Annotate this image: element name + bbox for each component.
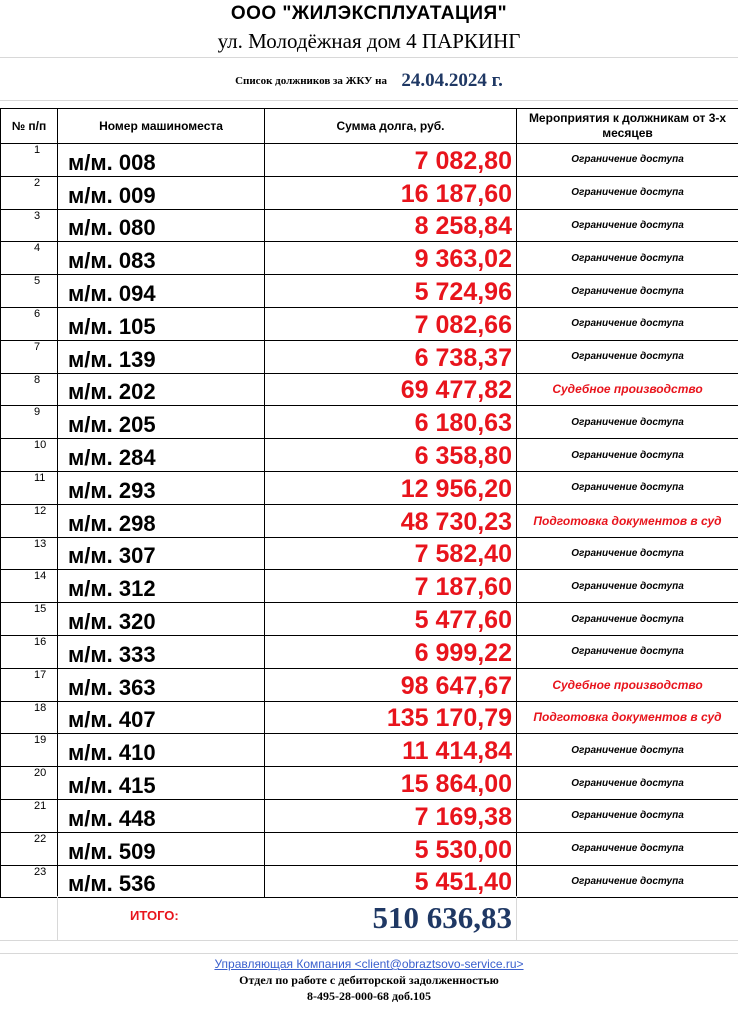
parking-spot: м/м. 320 — [58, 603, 265, 636]
grid-line — [516, 896, 517, 940]
parking-spot: м/м. 284 — [58, 439, 265, 472]
debt-action: Ограничение доступа — [517, 865, 738, 898]
row-number: 20 — [1, 767, 58, 800]
debt-action: Подготовка документов в суд — [517, 504, 738, 537]
table-row — [1, 832, 738, 865]
debt-amount: 6 180,63 — [265, 406, 517, 439]
parking-spot: м/м. 009 — [58, 176, 265, 209]
row-number: 16 — [1, 635, 58, 668]
parking-spot: м/м. 094 — [58, 275, 265, 308]
row-number: 17 — [1, 668, 58, 701]
debt-amount: 5 724,96 — [265, 275, 517, 308]
table-row — [1, 471, 738, 504]
debt-action: Ограничение доступа — [517, 176, 738, 209]
row-number: 22 — [1, 832, 58, 865]
table-row — [1, 340, 738, 373]
row-number: 15 — [1, 603, 58, 636]
debt-action: Ограничение доступа — [517, 767, 738, 800]
list-date: 24.04.2024 г. — [401, 70, 503, 91]
parking-spot: м/м. 448 — [58, 799, 265, 832]
grid-line — [0, 940, 738, 941]
debt-amount: 15 864,00 — [265, 767, 517, 800]
parking-spot: м/м. 105 — [58, 307, 265, 340]
debt-amount: 6 999,22 — [265, 635, 517, 668]
parking-spot: м/м. 363 — [58, 668, 265, 701]
table-row — [1, 767, 738, 800]
table-row — [1, 799, 738, 832]
debtors-table — [0, 108, 738, 898]
parking-spot: м/м. 080 — [58, 209, 265, 242]
table-row — [1, 570, 738, 603]
total-label: ИТОГО: — [130, 908, 179, 923]
table-row — [1, 176, 738, 209]
table-row — [1, 275, 738, 308]
parking-spot: м/м. 407 — [58, 701, 265, 734]
total-value: 510 636,83 — [372, 900, 512, 935]
debt-action: Ограничение доступа — [517, 144, 738, 177]
table-row — [1, 537, 738, 570]
table-row — [1, 307, 738, 340]
parking-spot: м/м. 307 — [58, 537, 265, 570]
company-title: ООО "ЖИЛЭКСПЛУАТАЦИЯ" — [230, 3, 508, 24]
debt-action: Судебное производство — [517, 668, 738, 701]
row-number: 4 — [1, 242, 58, 275]
company-email-link[interactable]: Управляющая Компания <client@obraztsovo-service.ru> — [214, 957, 524, 971]
row-number: 7 — [1, 340, 58, 373]
parking-spot: м/м. 298 — [58, 504, 265, 537]
table-header-row — [1, 109, 738, 144]
parking-spot: м/м. 139 — [58, 340, 265, 373]
debt-amount: 12 956,20 — [265, 471, 517, 504]
parking-spot: м/м. 205 — [58, 406, 265, 439]
debt-amount: 6 738,37 — [265, 340, 517, 373]
parking-spot: м/м. 509 — [58, 832, 265, 865]
debt-action: Ограничение доступа — [517, 734, 738, 767]
table-row — [1, 439, 738, 472]
debt-amount: 69 477,82 — [265, 373, 517, 406]
debt-action: Ограничение доступа — [517, 275, 738, 308]
parking-spot: м/м. 536 — [58, 865, 265, 898]
parking-spot: м/м. 410 — [58, 734, 265, 767]
table-row — [1, 865, 738, 898]
debt-action: Ограничение доступа — [517, 537, 738, 570]
debt-amount: 7 582,40 — [265, 537, 517, 570]
debt-amount: 7 169,38 — [265, 799, 517, 832]
department-text: Отдел по работе с дебиторской задолженностью — [239, 973, 499, 987]
list-date-row — [0, 70, 738, 92]
row-number: 12 — [1, 504, 58, 537]
list-label: Список должников за ЖКУ на — [235, 75, 387, 87]
table-row — [1, 701, 738, 734]
row-number: 10 — [1, 439, 58, 472]
grid-line — [0, 57, 738, 58]
col-header-action: Мероприятия к должникам от 3-х месяцев — [517, 109, 738, 144]
debt-action: Подготовка документов в суд — [517, 701, 738, 734]
table-body — [1, 144, 738, 898]
row-number: 6 — [1, 307, 58, 340]
debt-action: Ограничение доступа — [517, 439, 738, 472]
debt-action: Ограничение доступа — [517, 832, 738, 865]
row-number: 11 — [1, 471, 58, 504]
row-number: 13 — [1, 537, 58, 570]
row-number: 1 — [1, 144, 58, 177]
col-header-num: № п/п — [1, 109, 58, 144]
row-number: 3 — [1, 209, 58, 242]
debt-amount: 7 187,60 — [265, 570, 517, 603]
debt-amount: 98 647,67 — [265, 668, 517, 701]
row-number: 21 — [1, 799, 58, 832]
row-number: 2 — [1, 176, 58, 209]
debt-amount: 9 363,02 — [265, 242, 517, 275]
row-number: 23 — [1, 865, 58, 898]
row-number: 9 — [1, 406, 58, 439]
debt-amount: 8 258,84 — [265, 209, 517, 242]
debt-action: Ограничение доступа — [517, 307, 738, 340]
debt-action: Ограничение доступа — [517, 471, 738, 504]
table-row — [1, 504, 738, 537]
table-row — [1, 373, 738, 406]
debt-action: Ограничение доступа — [517, 209, 738, 242]
row-number: 18 — [1, 701, 58, 734]
debt-amount: 135 170,79 — [265, 701, 517, 734]
table-row — [1, 406, 738, 439]
debt-action: Ограничение доступа — [517, 635, 738, 668]
table-row — [1, 668, 738, 701]
grid-line — [0, 953, 738, 954]
debt-amount: 16 187,60 — [265, 176, 517, 209]
parking-spot: м/м. 415 — [58, 767, 265, 800]
debt-amount: 5 530,00 — [265, 832, 517, 865]
table-row — [1, 209, 738, 242]
debt-amount: 6 358,80 — [265, 439, 517, 472]
parking-spot: м/м. 083 — [58, 242, 265, 275]
debt-amount: 48 730,23 — [265, 504, 517, 537]
phone-text: 8-495-28-000-68 доб.105 — [306, 989, 432, 1003]
address-title: ул. Молодёжная дом 4 ПАРКИНГ — [217, 29, 521, 53]
debt-amount: 11 414,84 — [265, 734, 517, 767]
table-row — [1, 734, 738, 767]
table-row — [1, 242, 738, 275]
parking-spot: м/м. 202 — [58, 373, 265, 406]
grid-line — [0, 100, 738, 101]
debt-action: Ограничение доступа — [517, 340, 738, 373]
col-header-amount: Сумма долга, руб. — [265, 109, 517, 144]
debt-action: Ограничение доступа — [517, 799, 738, 832]
col-header-spot: Номер машиноместа — [58, 109, 265, 144]
row-number: 19 — [1, 734, 58, 767]
debt-amount: 7 082,80 — [265, 144, 517, 177]
parking-spot: м/м. 008 — [58, 144, 265, 177]
debt-action: Судебное производство — [517, 373, 738, 406]
table-row — [1, 603, 738, 636]
debt-action: Ограничение доступа — [517, 603, 738, 636]
row-number: 8 — [1, 373, 58, 406]
debt-amount: 5 477,60 — [265, 603, 517, 636]
parking-spot: м/м. 333 — [58, 635, 265, 668]
debt-action: Ограничение доступа — [517, 242, 738, 275]
row-number: 14 — [1, 570, 58, 603]
parking-spot: м/м. 293 — [58, 471, 265, 504]
grid-line — [57, 896, 58, 940]
table-row — [1, 635, 738, 668]
row-number: 5 — [1, 275, 58, 308]
debt-action: Ограничение доступа — [517, 406, 738, 439]
debt-amount: 7 082,66 — [265, 307, 517, 340]
parking-spot: м/м. 312 — [58, 570, 265, 603]
debt-amount: 5 451,40 — [265, 865, 517, 898]
table-row — [1, 144, 738, 177]
debt-action: Ограничение доступа — [517, 570, 738, 603]
